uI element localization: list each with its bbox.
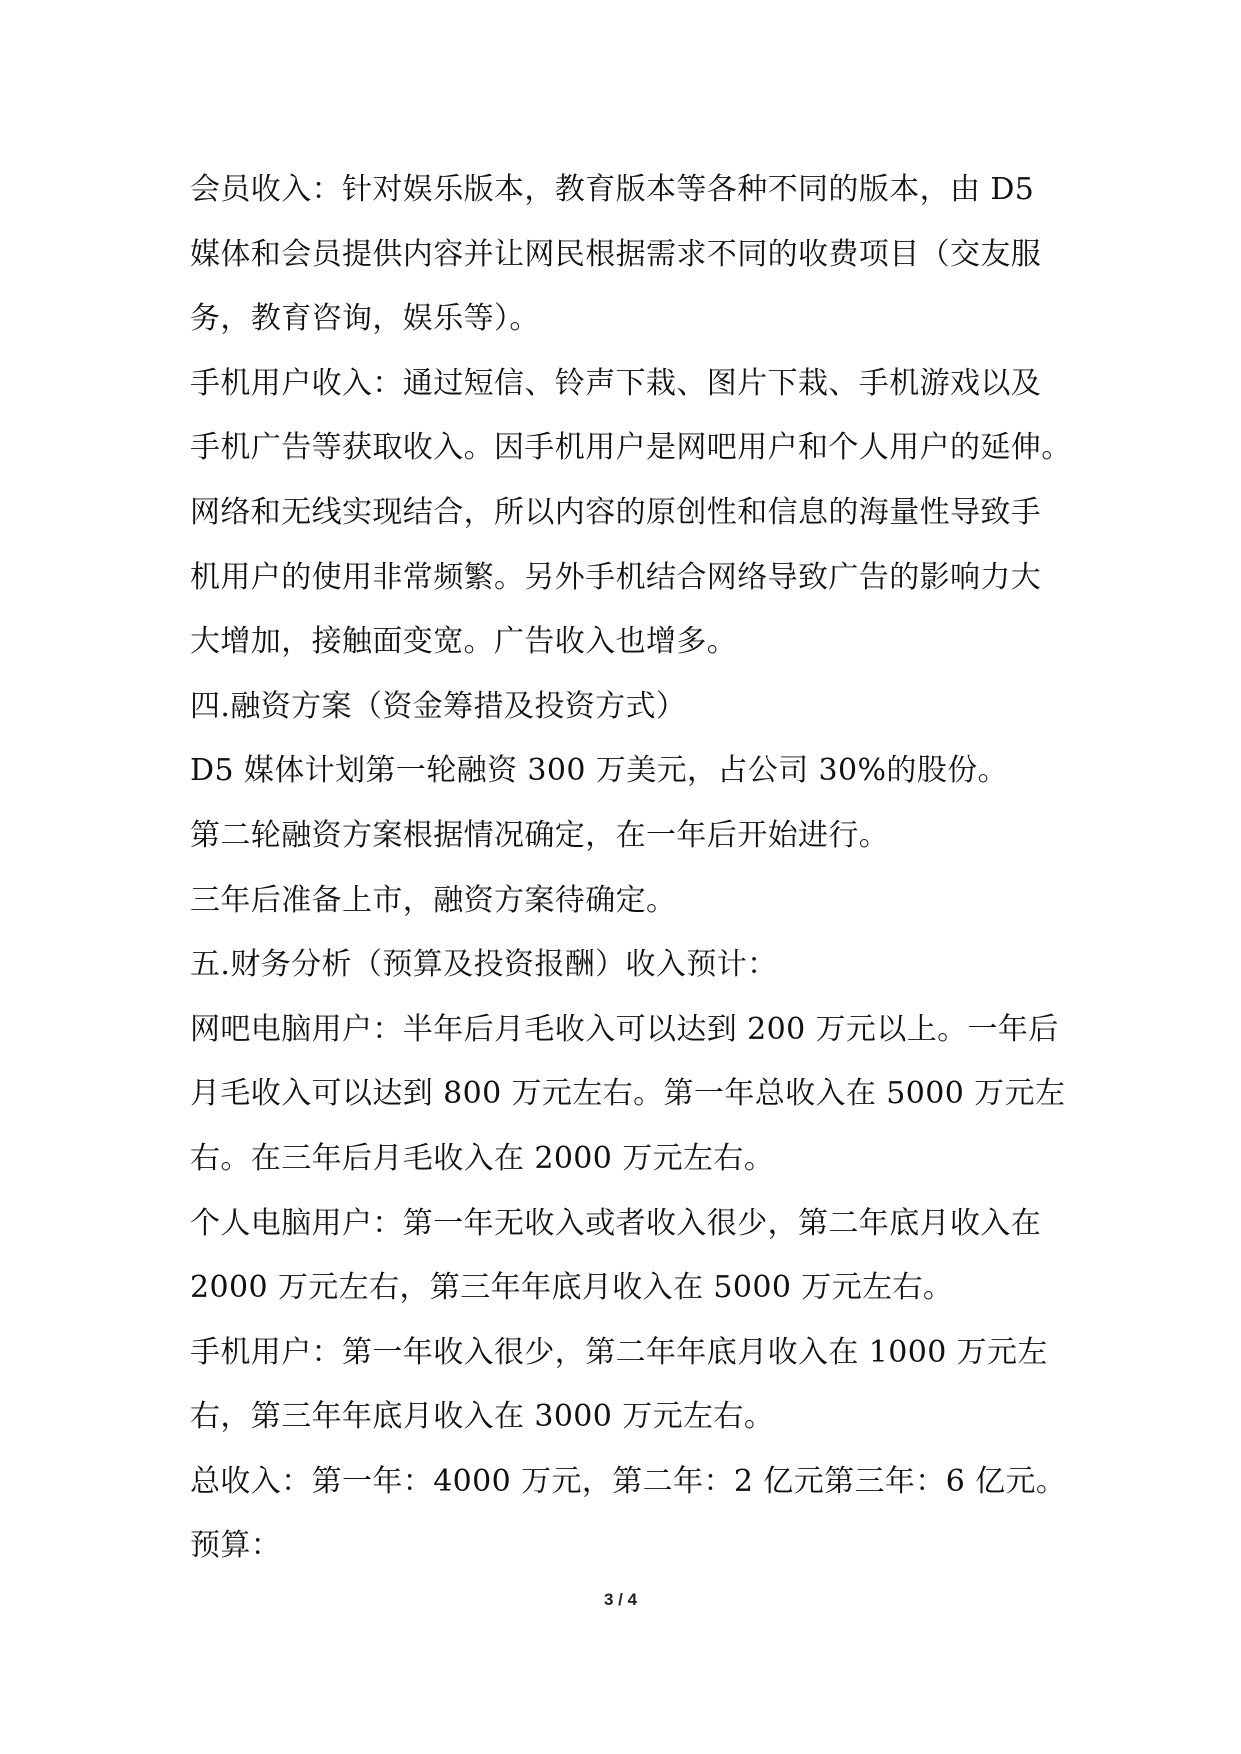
text-line: 2000 万元左右，第三年年底月收入在 5000 万元左右。 [190, 1270, 954, 1306]
text-line: 手机用户：第一年收入很少，第二年年底月收入在 1000 万元左 [190, 1334, 1048, 1370]
text-line: D5 媒体计划第一轮融资 300 万美元，占公司 30%的股份。 [190, 753, 1009, 789]
text-line: 手机广告等获取收入。因手机用户是网吧用户和个人用户的延伸。 [190, 430, 1072, 466]
text-line: 第二轮融资方案根据情况确定，在一年后开始进行。 [190, 817, 890, 853]
text-line: 三年后准备上市，融资方案待确定。 [190, 882, 677, 918]
text-line: 右。在三年后月毛收入在 2000 万元左右。 [190, 1140, 775, 1176]
text-line: 月毛收入可以达到 800 万元左右。第一年总收入在 5000 万元左 [190, 1076, 1066, 1112]
text-line: 预算： [190, 1528, 282, 1564]
section-heading: 五.财务分析（预算及投资报酬）收入预计： [190, 947, 778, 983]
text-line: 总收入：第一年：4000 万元，第二年：2 亿元第三年：6 亿元。 [190, 1463, 1067, 1499]
text-line: 会员收入：针对娱乐版本，教育版本等各种不同的版本，由 D5 [190, 172, 1035, 207]
text-line: 右，第三年年底月收入在 3000 万元左右。 [190, 1399, 775, 1435]
section-heading: 四.融资方案（资金筹措及投资方式） [190, 688, 687, 724]
text-line: 大增加，接触面变宽。广告收入也增多。 [190, 624, 738, 660]
text-line: 手机用户收入：通过短信、铃声下栽、图片下栽、手机游戏以及 [190, 365, 1042, 401]
page-number: 3 / 4 [603, 1590, 638, 1609]
text-line: 务，教育咨询，娱乐等）。 [190, 301, 540, 337]
text-line: 网吧电脑用户：半年后月毛收入可以达到 200 万元以上。一年后 [190, 1011, 1059, 1047]
text-line: 网络和无线实现结合，所以内容的原创性和信息的海量性导致手 [190, 494, 1042, 530]
text-line: 媒体和会员提供内容并让网民根据需求不同的收费项目（交友服 [190, 236, 1042, 272]
text-line: 个人电脑用户：第一年无收入或者收入很少，第二年底月收入在 [190, 1205, 1042, 1241]
document-body [190, 158, 1070, 1579]
text-line: 机用户的使用非常频繁。另外手机结合网络导致广告的影响力大 [190, 559, 1042, 595]
